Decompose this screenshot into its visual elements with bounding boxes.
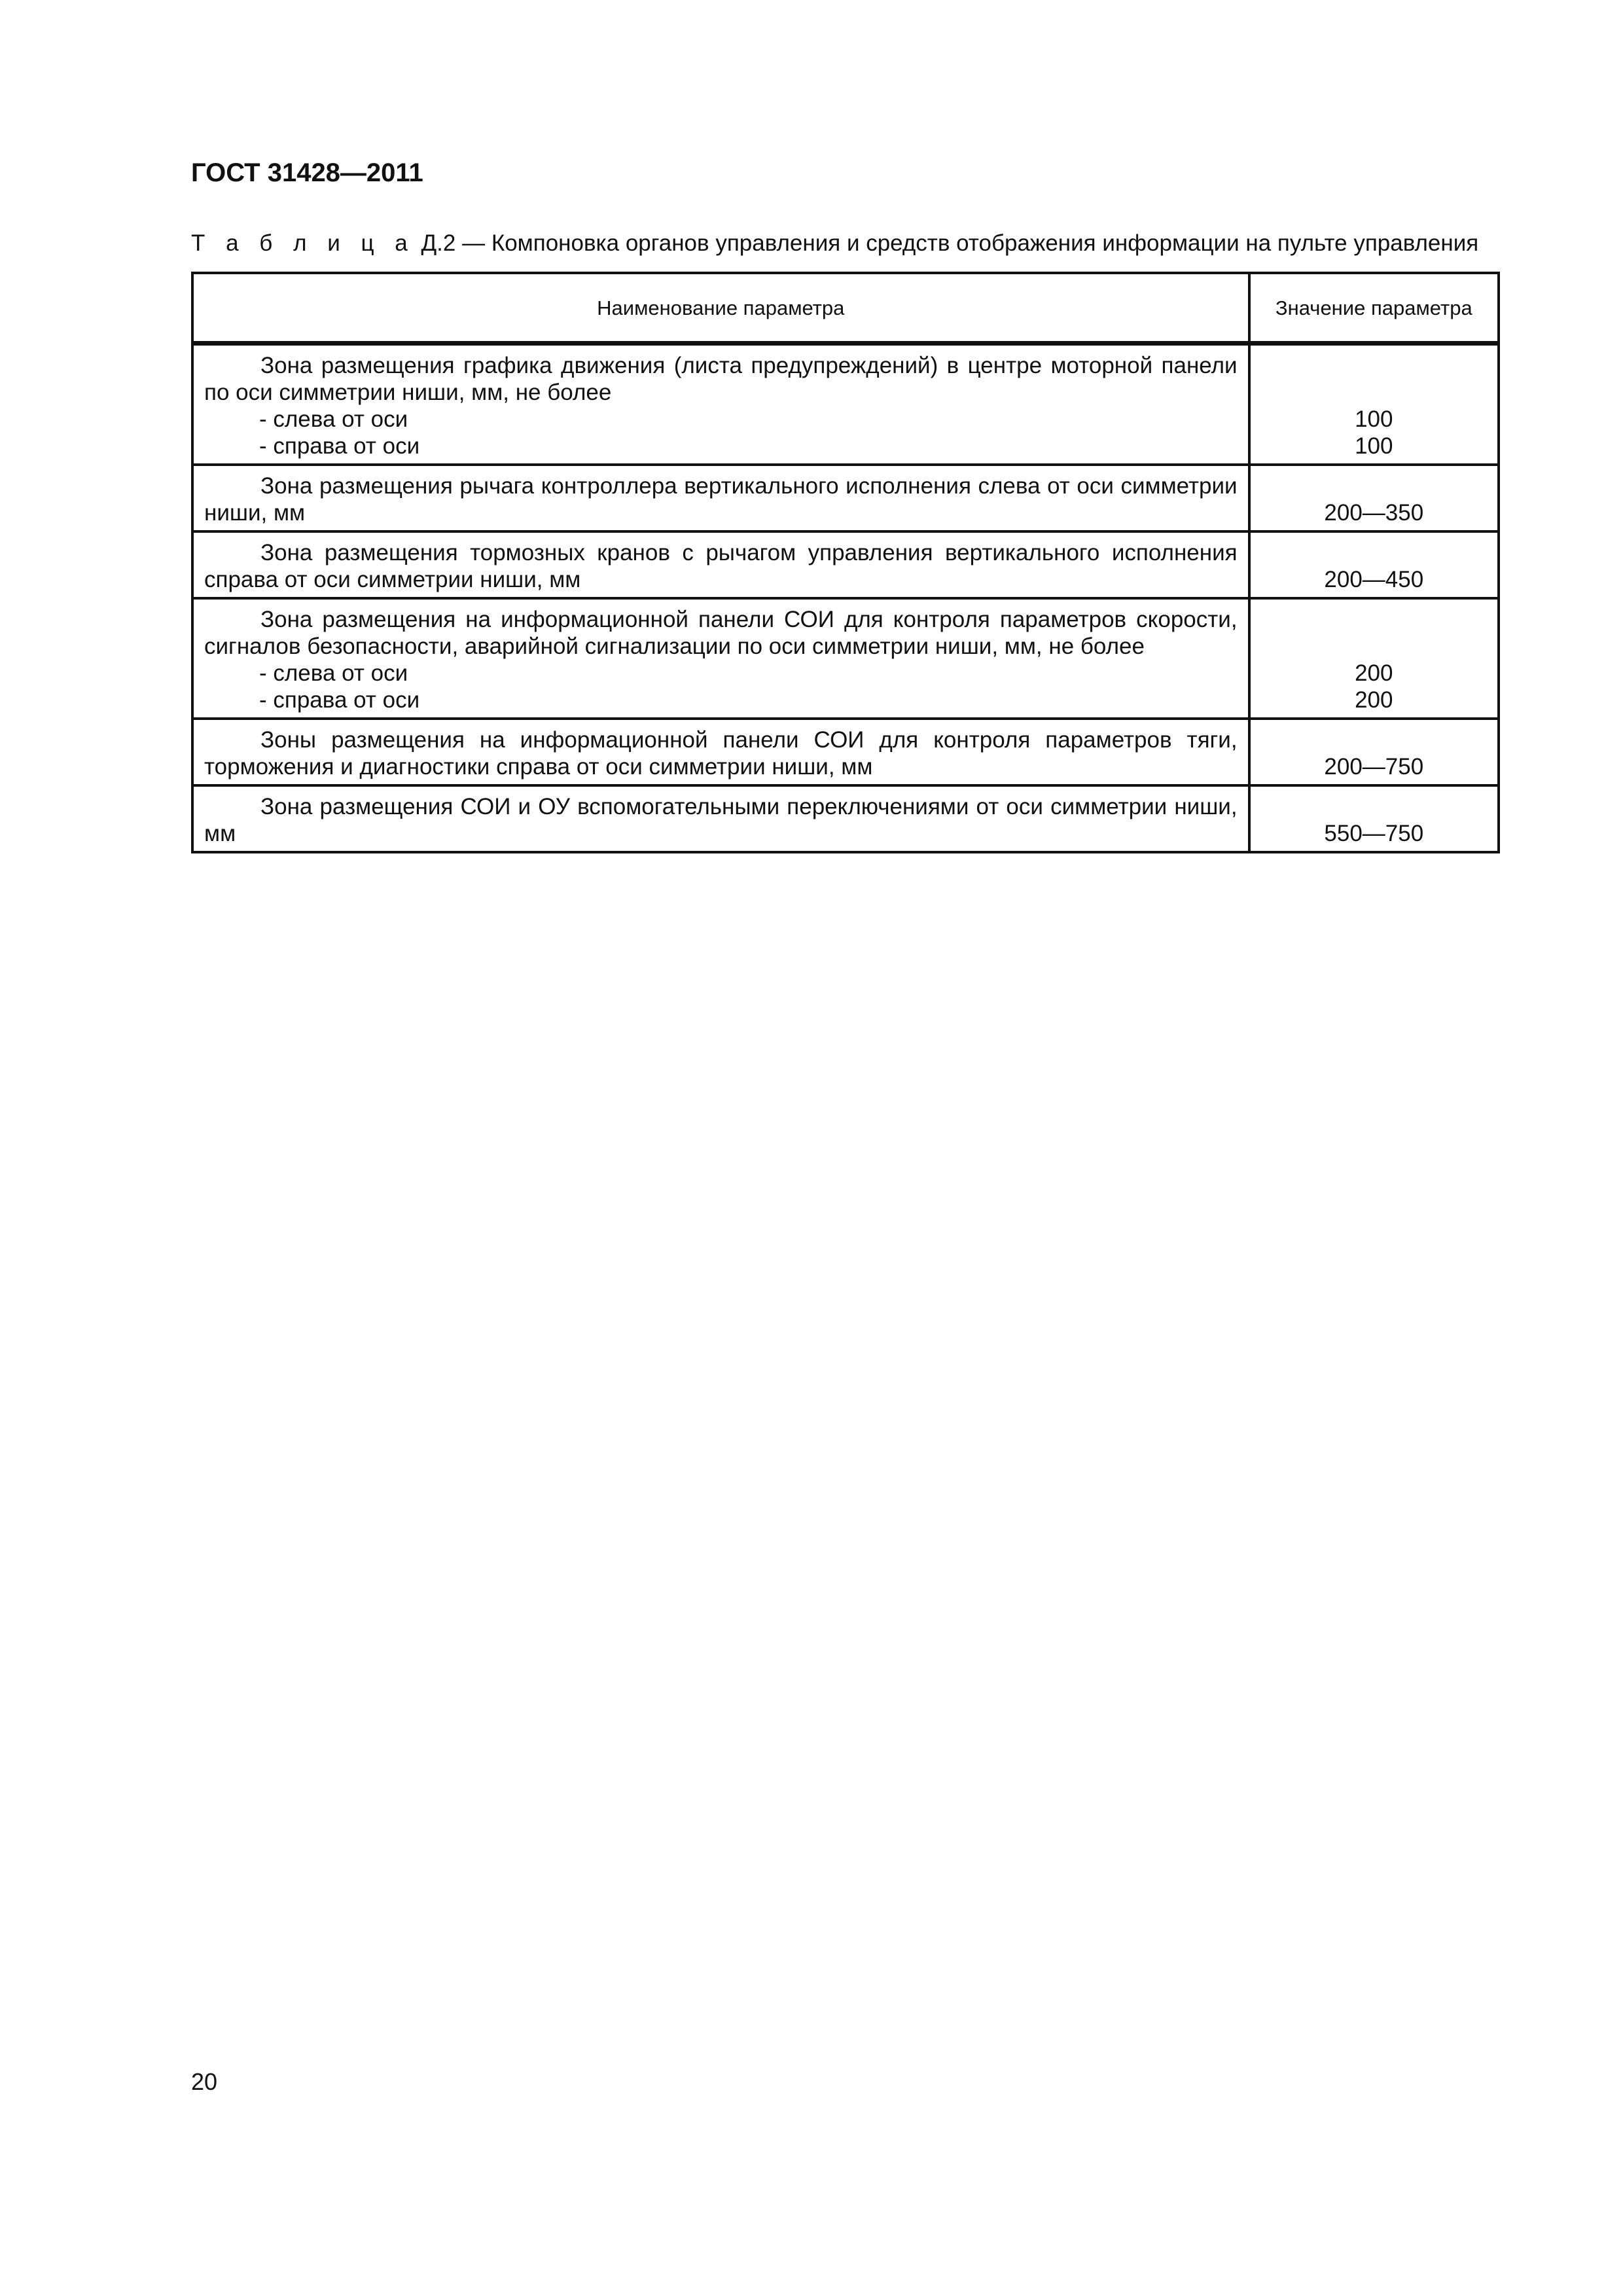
value-text: 200: [1355, 687, 1393, 713]
value-text: 200—350: [1324, 500, 1424, 526]
parameter-text: Зона размещения СОИ и ОУ вспомогательными переключениями от оси симметрии ниши, мм: [204, 794, 1238, 846]
parameter-subitem: - справа от оси: [259, 687, 420, 713]
table-row: [192, 719, 1499, 785]
table-caption-text: — Компоновка органов управления и средств отображения информации на пульте управления: [455, 230, 1479, 256]
value-cell: [1249, 465, 1499, 531]
parameter-cell: [192, 531, 1249, 598]
table-caption-label: Т а б л и ц а: [191, 230, 415, 256]
value-text: 200—450: [1324, 567, 1424, 592]
parameter-cell: [192, 719, 1249, 785]
page-number: 20: [191, 2068, 218, 2095]
value-cell: [1249, 344, 1499, 465]
value-cell: [1249, 785, 1499, 852]
parameter-text: Зоны размещения на информационной панели СОИ для контроля параметров тяги, торможения и диагностики справа от оси симметрии ниши, мм: [204, 727, 1238, 780]
parameter-cell: [192, 785, 1249, 852]
document-code-header: ГОСТ 31428—2011: [191, 158, 423, 187]
value-cell: [1249, 598, 1499, 719]
table-caption: [191, 230, 1487, 257]
parameter-subitem: - слева от оси: [259, 660, 408, 686]
table-header-row: [192, 273, 1499, 344]
value-text: 200: [1355, 660, 1393, 686]
table-row: [192, 531, 1499, 598]
column-header-parameter: Наименование параметра: [192, 273, 1249, 344]
parameter-text: Зона размещения на информационной панели СОИ для контроля параметров скорости, сигналов безопасности, аварийной сигнализации по оси симметрии ниши, мм, не более: [204, 607, 1238, 659]
value-text: 100: [1355, 433, 1393, 459]
parameter-cell: [192, 465, 1249, 531]
value-text: 550—750: [1324, 821, 1424, 846]
parameter-text: Зона размещения графика движения (листа предупреждений) в центре моторной панели по оси симметрии ниши, мм, не более: [204, 353, 1238, 405]
parameter-text: Зона размещения тормозных кранов с рычагом управления вертикального исполнения справа от оси симметрии ниши, мм: [204, 540, 1238, 592]
value-text: 200—750: [1324, 754, 1424, 780]
table-row: [192, 465, 1499, 531]
parameter-subitem: - слева от оси: [259, 406, 408, 432]
table-row: [192, 598, 1499, 719]
parameter-cell: [192, 598, 1249, 719]
table-row: [192, 344, 1499, 465]
value-cell: [1249, 719, 1499, 785]
value-text: 100: [1355, 406, 1393, 432]
table-caption-number: Д.2: [421, 230, 456, 256]
parameter-cell: [192, 344, 1249, 465]
value-cell: [1249, 531, 1499, 598]
parameter-subitem: - справа от оси: [259, 433, 420, 459]
parameters-table: [191, 272, 1500, 853]
table-row: [192, 785, 1499, 852]
column-header-value: Значение параметра: [1249, 273, 1499, 344]
parameter-text: Зона размещения рычага контроллера вертикального исполнения слева от оси симметрии ниши, мм: [204, 473, 1238, 526]
